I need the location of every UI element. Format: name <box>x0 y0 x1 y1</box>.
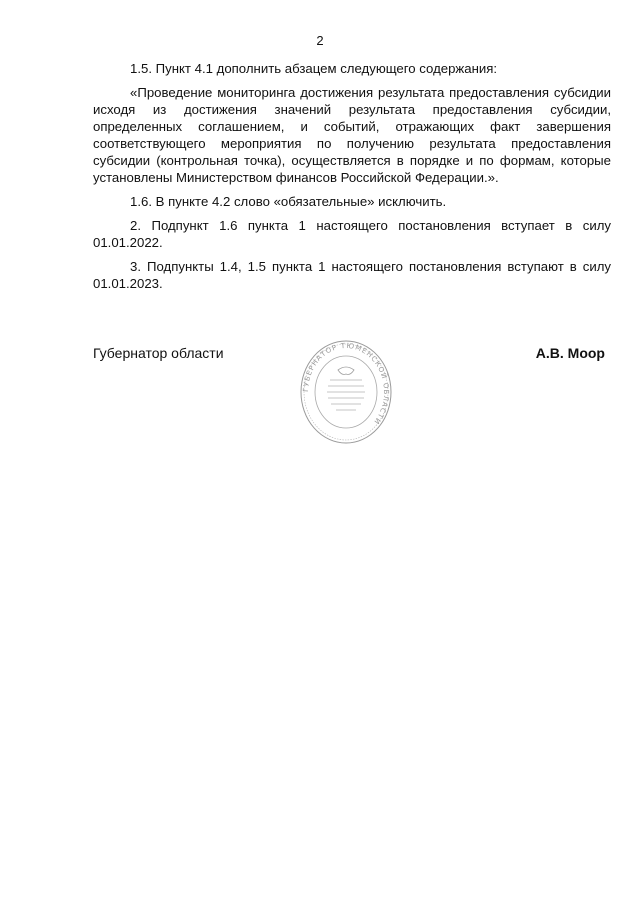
paragraph-1-6: 1.6. В пункте 4.2 слово «обязательные» исключить. <box>130 194 447 209</box>
official-seal-stamp <box>300 340 392 444</box>
signatory-position: Губернатор области <box>93 345 224 361</box>
paragraph-3: 3. Подпункты 1.4, 1.5 пункта 1 настоящего постановления вступают в силу 01.01.2023. <box>93 259 611 291</box>
document-body <box>93 60 611 299</box>
paragraph-2: 2. Подпункт 1.6 пункта 1 настоящего постановления вступает в силу 01.01.2022. <box>93 218 611 250</box>
paragraph-1-5: 1.5. Пункт 4.1 дополнить абзацем следующего содержания: <box>130 61 498 76</box>
seal-ring-text: ГУБЕРНАТОР ТЮМЕНСКОЙ ОБЛАСТИ <box>301 341 391 427</box>
signatory-name: А.В. Моор <box>535 345 605 361</box>
paragraph-quote: «Проведение мониторинга достижения результата предоставления субсидии исходя из достижения значений результата предоставления субсидии, определенных соглашением, и событий, отражающих факт завершения соответствующего мероприятия по получению результата предоставления субсидии (контрольная точка), осуществляется в порядке и по формам, которые установлены Министерством финансов Российской Федерации.». <box>93 85 611 185</box>
page-number: 2 <box>316 33 324 48</box>
